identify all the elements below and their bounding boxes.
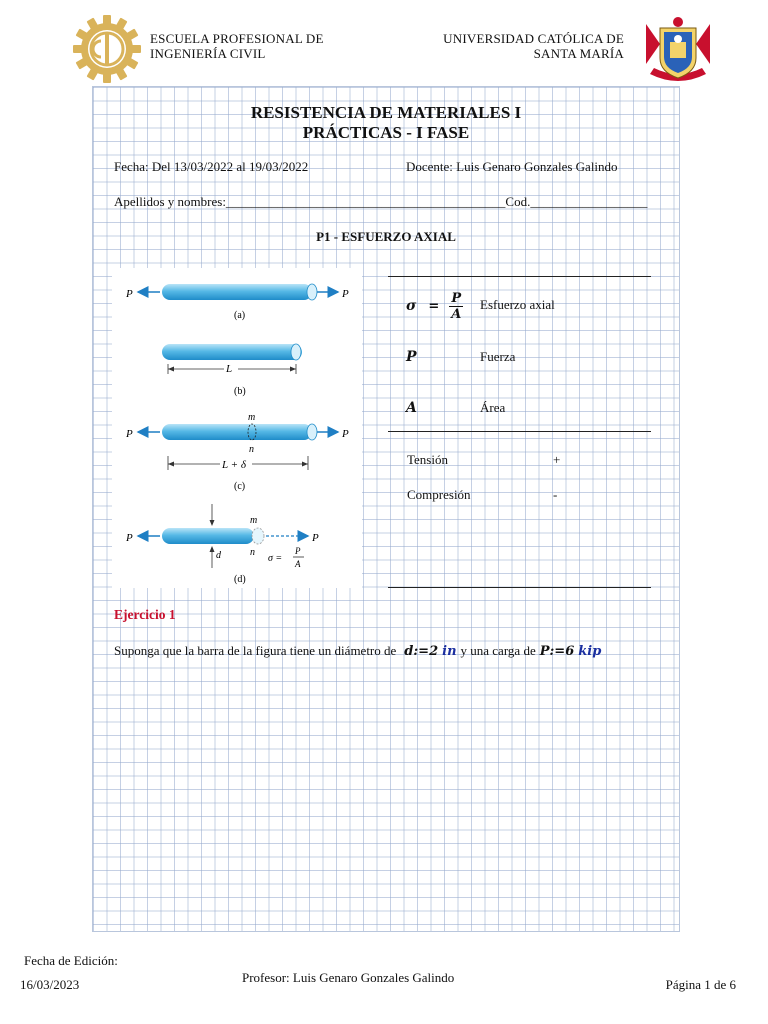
page-number: Página 1 de 6 — [665, 977, 736, 992]
compression-label: Compresión — [407, 487, 471, 502]
date-range: Fecha: Del 13/03/2022 al 19/03/2022 — [114, 159, 309, 174]
teacher-name: Docente: Luis Genaro Gonzales Galindo — [406, 159, 618, 174]
figure-d — [125, 504, 319, 585]
exercise-title: Ejercicio 1 — [114, 607, 176, 622]
fig-d-load-right: P — [312, 532, 319, 544]
fig-b-length: L — [226, 363, 233, 375]
sigma-symbol: σ — [406, 298, 417, 314]
stress-fraction — [449, 291, 463, 322]
P-unit: kip — [578, 644, 602, 659]
exercise-statement: Suponga que la barra de la figura tiene un diámetro de d := 2 in y una carga de P := 6 kip — [114, 643, 602, 659]
force-symbol: P — [406, 349, 417, 365]
fig-d-sigma: σ = — [268, 553, 283, 564]
area-symbol: A — [406, 400, 417, 416]
compression-sign: - — [553, 487, 558, 502]
fig-c-n: n — [249, 444, 254, 455]
P-variable: P — [539, 644, 550, 659]
university-shield-logo — [640, 14, 716, 86]
fig-c-length: L + δ — [222, 459, 246, 471]
separator-middle — [388, 431, 651, 432]
stress-label: Esfuerzo axial — [480, 297, 555, 312]
fig-d-load-left: P — [126, 532, 133, 544]
fig-d-n: n — [250, 547, 255, 558]
fig-d-diameter: d — [216, 550, 221, 561]
section-title: P1 - ESFUERZO AXIAL — [316, 229, 456, 244]
fraction-denominator: A — [451, 306, 462, 322]
caption-a: (a) — [234, 310, 246, 321]
fig-a-load-right: P — [342, 288, 349, 300]
force-label: Fuerza — [480, 349, 516, 364]
fig-a-load-left: P — [126, 288, 133, 300]
header-university: UNIVERSIDAD CATÓLICA DE SANTA MARÍA — [443, 31, 624, 61]
fig-c-load-left: P — [126, 428, 133, 440]
d-unit: in — [442, 644, 457, 659]
figure-a — [125, 284, 349, 321]
stress-formula — [406, 288, 463, 324]
tension-label: Tensión — [407, 452, 448, 467]
fig-d-frac-num: P — [295, 546, 301, 556]
separator-bottom — [388, 587, 651, 588]
header-school: ESCUELA PROFESIONAL DE INGENIERÍA CIVIL — [150, 31, 324, 61]
student-name-field: Apellidos y nombres:___________________________________________Cod.__________________ — [114, 194, 648, 209]
area-label: Área — [480, 400, 506, 415]
fig-c-load-right: P — [342, 428, 349, 440]
separator-top — [388, 276, 651, 277]
axial-bar-figure — [112, 268, 362, 588]
equals-sign: = — [428, 298, 440, 314]
edition-date-label: Fecha de Edición: — [24, 953, 118, 968]
document-title: RESISTENCIA DE MATERIALES I — [250, 103, 522, 122]
school-gear-logo — [72, 14, 142, 84]
figure-b — [162, 344, 302, 397]
caption-b: (b) — [234, 386, 246, 397]
edition-date: 16/03/2023 — [20, 977, 80, 992]
P-value: 6 — [565, 644, 575, 659]
footer-professor: Profesor: Luis Genaro Gonzales Galindo — [242, 970, 455, 985]
d-variable: d — [404, 644, 414, 659]
tension-sign: + — [553, 452, 561, 467]
fig-d-m: m — [250, 515, 258, 526]
caption-c: (c) — [234, 481, 246, 492]
fig-d-frac-den: A — [295, 559, 301, 569]
fraction-numerator: P — [449, 291, 463, 307]
caption-d: (d) — [234, 574, 246, 585]
fig-c-m: m — [248, 412, 256, 423]
d-value: 2 — [429, 644, 439, 659]
document-subtitle: PRÁCTICAS - I FASE — [302, 123, 470, 142]
figure-c — [125, 412, 349, 492]
